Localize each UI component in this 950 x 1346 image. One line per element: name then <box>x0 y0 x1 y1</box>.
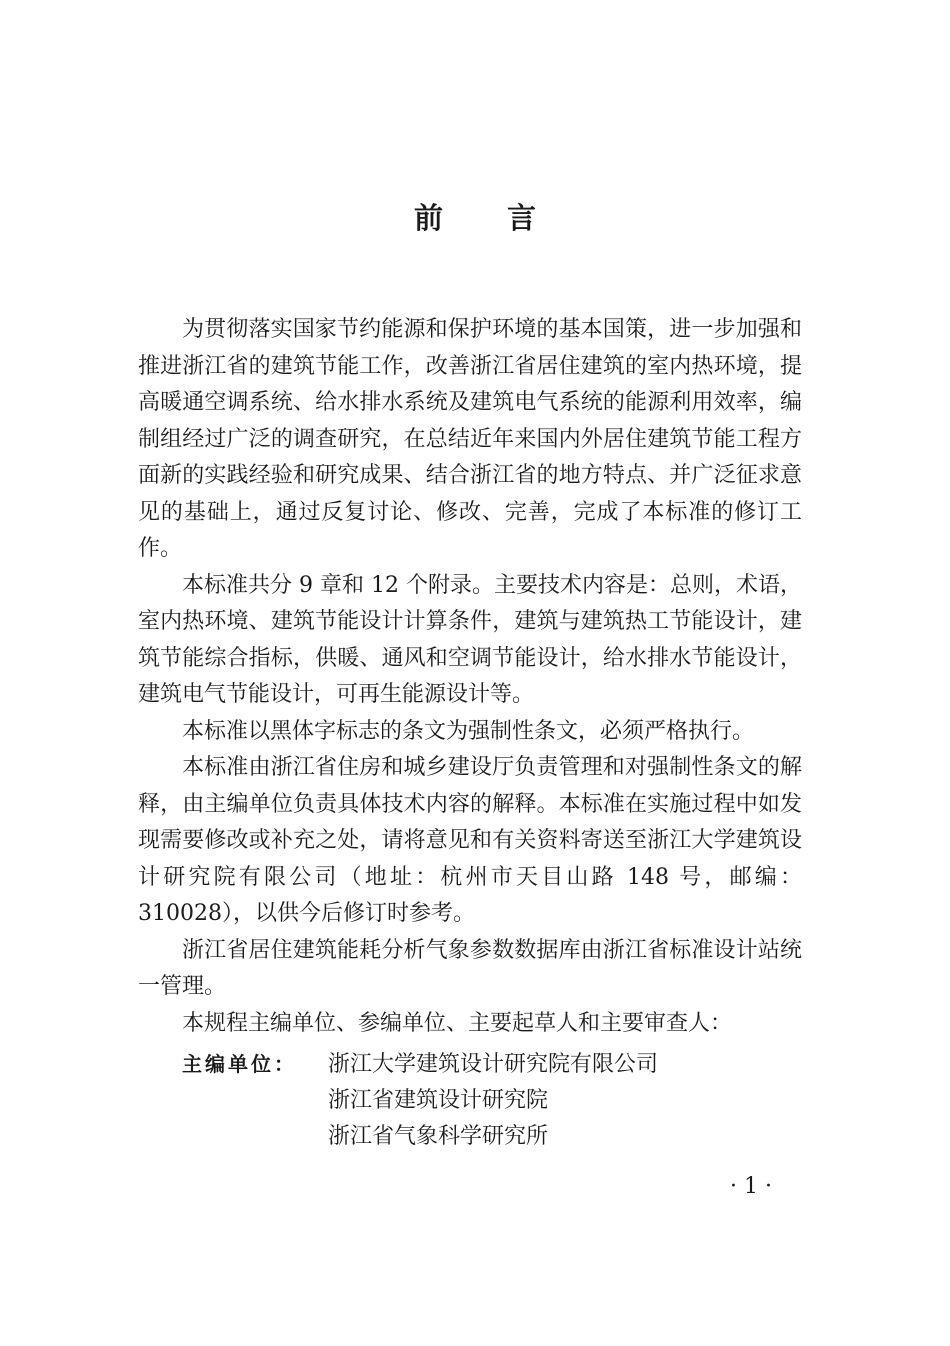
paragraph-participants: 本规程主编单位、参编单位、主要起草人和主要审查人： <box>182 1010 733 1036</box>
title-char-2: 言 <box>507 201 537 235</box>
unit-row-main <box>182 1046 802 1083</box>
editor-units <box>182 1046 802 1155</box>
unit-item: 浙江省建筑设计研究院 <box>328 1088 549 1113</box>
unit-item: 浙江省气象科学研究所 <box>328 1124 549 1149</box>
paragraph-database: 浙江省居住建筑能耗分析气象参数数据库由浙江省标准设计站统一管理。 <box>138 937 802 999</box>
page-number: · 1 · <box>730 1174 772 1199</box>
preface-body <box>138 312 802 1042</box>
unit-item: 浙江大学建筑设计研究院有限公司 <box>328 1052 659 1077</box>
paragraph-purpose: 为贯彻落实国家节约能源和保护环境的基本国策，进一步加强和推进浙江省的建筑节能工作，改善浙江省居住建筑的室内热环境，提高暖通空调系统、给水排水系统及建筑电气系统的能源利用效率，编制组经过广泛的调查研究，在总结近年来国内外居住建筑节能工程方面新的实践经验和研究成果、结合浙江省的地方特点、并广泛征求意见的基础上，通过反复讨论、修改、完善，完成了本标准的修订工作。 <box>138 317 802 561</box>
page-title <box>0 198 950 238</box>
unit-label: 主编单位： <box>182 1052 297 1076</box>
title-char-1: 前 <box>413 201 443 235</box>
paragraph-management: 本标准由浙江省住房和城乡建设厅负责管理和对强制性条文的解释，由主编单位负责具体技术内容的解释。本标准在实施过程中如发现需要修改或补充之处，请将意见和有关资料寄送至浙江大学建筑设计研究院有限公司（地址：杭州市天目山路 148 号，邮编：310028），以供今后修订时参考。 <box>138 755 802 926</box>
paragraph-mandatory: 本标准以黑体字标志的条文为强制性条文，必须严格执行。 <box>182 718 755 744</box>
paragraph-contents: 本标准共分 9 章和 12 个附录。主要技术内容是：总则，术语，室内热环境、建筑节能设计计算条件，建筑与建筑热工节能设计，建筑节能综合指标，供暖、通风和空调节能设计，给水排水节能设计，建筑电气节能设计，可再生能源设计等。 <box>138 572 802 707</box>
